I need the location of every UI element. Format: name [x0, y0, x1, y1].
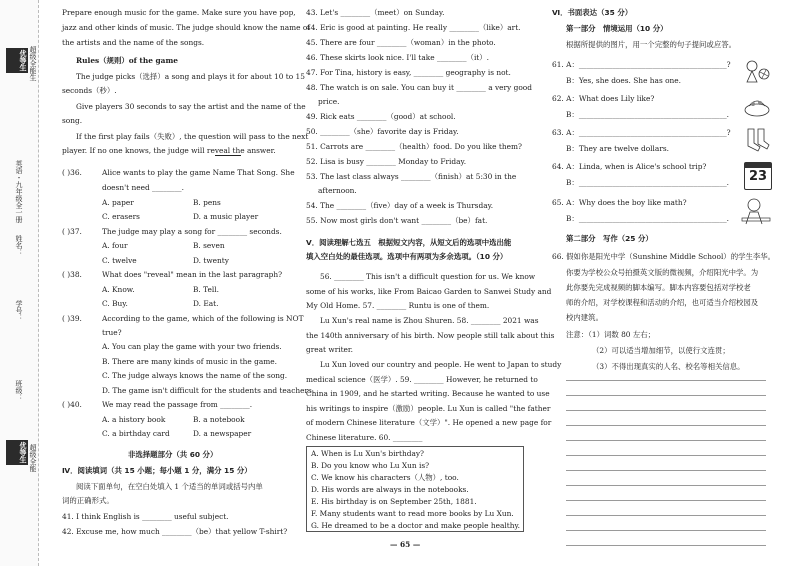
q36-option: C. erasers [102, 212, 140, 221]
brand-logo-bottom: 优等生 [6, 440, 28, 465]
q38-option: C. Buy. [102, 299, 128, 308]
option-item: D. His words are always in the notebooks. [311, 485, 469, 494]
fill-item: 44. Eric is good at painting. He really ________（like）art. [306, 23, 521, 32]
passage-line: Chinese literature. 60. ________ [306, 433, 423, 442]
passage-line: some of his works, like From Baicao Garden to Sanwei Study and [306, 287, 552, 296]
option-item: G. He dreamed to be a doctor and make people healthy. [311, 521, 521, 530]
binding-margin [0, 0, 39, 566]
brand-bottom-side: 超级全能 [29, 444, 37, 472]
q37-option: C. twelve [102, 256, 137, 265]
q36-stem: doesn't need ________. [102, 183, 184, 192]
writing-line[interactable] [566, 380, 766, 381]
passage-line: Lu Xun's real name is Zhou Shuren. 58. ________ 2021 was [320, 316, 539, 325]
q66-prompt: 你要为学校公众号拍摄英文版的微视频，介绍阳光中学。为 [566, 268, 759, 277]
q36-option: B. pens [193, 198, 221, 207]
brand-top-side: 超级全能生 [29, 46, 37, 81]
part2-title: 第二部分 写作（25 分） [566, 234, 653, 243]
fill-item: 50. ________（she）favorite day is Friday. [306, 127, 459, 136]
fill-item: 48. The watch is on sale. You can buy it ________ a very good [306, 83, 532, 92]
q63-a: 63. A：________________________________________? [552, 128, 731, 137]
passage-line: Lu Xun loved our country and people. He went to Japan to study [320, 360, 562, 369]
part1-title: 第一部分 情境运用（10 分） [566, 24, 668, 33]
q39-option: A. You can play the game with your two friends. [102, 342, 282, 351]
q39-stem: true? [102, 328, 122, 337]
option-item: E. His birthday is on September 25th, 1881. [311, 497, 477, 506]
passage-line: great writer. [306, 345, 353, 354]
q36-option: D. a music player [193, 212, 259, 221]
q41: 41. I think English is ________ useful subject. [62, 512, 229, 521]
intro-line: Prepare enough music for the game. Make sure you have pop, [62, 8, 296, 17]
writing-line[interactable] [566, 500, 766, 501]
q66-prompt: 师的介绍，对学校课程和活动的介绍，也可适当介绍校园及 [566, 298, 759, 307]
passage-line: the 140th anniversary of his birth. Now people still talk about this [306, 331, 555, 340]
writing-line[interactable] [566, 530, 766, 531]
writing-line[interactable] [566, 410, 766, 411]
fill-item: 54. The ________（five）day of a week is Thursday. [306, 201, 494, 210]
writing-line[interactable] [566, 485, 766, 486]
part-title: 非选择题部分（共 60 分） [128, 450, 218, 459]
option-item: A. When is Lu Xun's birthday? [311, 449, 424, 458]
rules-title: Rules（规则）of the game [76, 56, 178, 65]
section4-instruction: 词的正确形式。 [62, 496, 114, 505]
fill-item: price. [318, 97, 340, 106]
note-item: （3）不得出现真实的人名、校名等相关信息。 [592, 362, 745, 371]
calendar-date: 23 [748, 169, 768, 184]
q38-option: A. Know. [102, 285, 135, 294]
q40-number: ( )40. [62, 400, 82, 409]
q38-option: D. Eat. [193, 299, 219, 308]
q39-number: ( )39. [62, 314, 82, 323]
q65-a: 65. A：Why does the boy like math? [552, 198, 687, 207]
q39-option: D. The game isn't difficult for the students and teachers. [102, 386, 315, 395]
intro-line: the artists and the name of the songs. [62, 38, 205, 47]
fill-item: 45. There are four ________（woman）in the photo. [306, 38, 496, 47]
q38-number: ( )38. [62, 270, 82, 279]
passage-line: his writings to inspire（激励）people. Lu Xun is called "the father [306, 404, 551, 413]
rules-line: seconds（秒）. [62, 86, 117, 95]
margin-label-name: 姓名： [15, 235, 23, 256]
option-item: C. We know his characters（人物）, too. [311, 473, 459, 482]
q66-prompt: 66. 假如你是阳光中学（Sunshine Middle School）的学生李华。 [552, 252, 776, 261]
rules-line: If the first play fails（失败）, the question will pass to the next [76, 132, 309, 141]
rules-line: song. [62, 116, 83, 125]
note-item: （2）可以适当增加细节，以使行文连贯； [592, 346, 730, 355]
q37-option: D. twenty [193, 256, 229, 265]
writing-line[interactable] [566, 425, 766, 426]
q66-prompt: 此你要先完成视频的脚本编写。脚本内容要包括对学校老 [566, 283, 751, 292]
q42: 42. Excuse me, how much ________（be）that yellow T-shirt? [62, 527, 288, 536]
passage-line: My Old Home. 57. ________ Runtu is one of them. [306, 301, 490, 310]
q37-number: ( )37. [62, 227, 82, 236]
intro-line: jazz and other kinds of music. The judge should know the name of [62, 23, 311, 32]
writing-line[interactable] [566, 455, 766, 456]
writing-line[interactable] [566, 515, 766, 516]
section6-title: Ⅵ．书面表达（35 分） [552, 8, 633, 17]
notes-title: 注意：（1）词数 80 左右； [566, 330, 656, 339]
writing-line[interactable] [566, 545, 766, 546]
q61-b: B：Yes, she does. She has one. [566, 76, 682, 85]
part1-instruction: 根据所提供的图片，用一个完整的句子提问或应答。 [566, 40, 736, 49]
option-item: B. Do you know who Lu Xun is? [311, 461, 430, 470]
writing-line[interactable] [566, 440, 766, 441]
margin-label-number: 学号： [15, 300, 23, 321]
q36-option: A. paper [102, 198, 134, 207]
boy-studying-illustration [740, 196, 772, 226]
calendar-icon [744, 162, 772, 190]
fill-item: 47. For Tina, history is easy, ________ geography is not. [306, 68, 511, 77]
margin-label-class: 班级： [15, 380, 23, 401]
writing-line[interactable] [566, 470, 766, 471]
q36-stem: Alice wants to play the game Name That Song. She [102, 168, 295, 177]
fill-item: 46. These skirts look nice. I'll take ________（it）. [306, 53, 490, 62]
q37-option: A. four [102, 241, 128, 250]
q40-stem: We may read the passage from ________. [102, 400, 253, 409]
q38-option: B. Tell. [193, 285, 219, 294]
q39-stem: According to the game, which of the following is NOT [102, 314, 304, 323]
section5-title: 填入空白处的最佳选项。选项中有两项为多余选项。（10 分） [306, 252, 508, 261]
passage-line: of modern Chinese literature（文学）". He opened a new page for [306, 418, 552, 427]
margin-label-subject: 英语・九年级全一册 [15, 160, 23, 223]
q62-a: 62. A：What does Lily like? [552, 94, 655, 103]
section4-title: Ⅳ．阅读填词（共 15 小题；每小题 1 分，满分 15 分） [62, 466, 252, 475]
passage-line: China in 1909, and he started writing. Because he wanted to use [306, 389, 550, 398]
page-number: — 65 — [390, 540, 421, 549]
fill-item: 43. Let's ________（meet）on Sunday. [306, 8, 445, 17]
girl-with-item-illustration [742, 58, 772, 84]
fill-item: 53. The last class always ________（finish）at 5:30 in the [306, 172, 517, 181]
q40-option: D. a newspaper [193, 429, 252, 438]
socks-illustration [742, 126, 772, 154]
rules-line: The judge picks（选择）a song and plays it for about 10 to 15 [76, 72, 305, 81]
fill-item: 55. Now most girls don't want ________（be）fat. [306, 216, 488, 225]
passage-line: medical science（医学）. 59. ________ However, he returned to [306, 375, 538, 384]
q40-option: B. a notebook [193, 415, 245, 424]
food-illustration [742, 92, 772, 120]
q62-b: B：________________________________________. [566, 110, 729, 119]
writing-line[interactable] [566, 395, 766, 396]
rules-line: player. If no one knows, the judge will reveal the answer. [62, 146, 276, 155]
q65-b: B：________________________________________. [566, 214, 729, 223]
fill-item: 51. Carrots are ________（health）food. Do you like them? [306, 142, 522, 151]
section5-title: Ⅴ．阅读理解七选五 根据短文内容，从短文后的选项中选出能 [306, 238, 512, 247]
section4-instruction: 阅读下面单句，在空白处填入 1 个适当的单词或括号内单 [76, 482, 263, 491]
q40-option: A. a history book [102, 415, 166, 424]
q36-number: ( )36. [62, 168, 82, 177]
q63-b: B：They are twelve dollars. [566, 144, 669, 153]
q66-prompt: 校内建筑。 [566, 313, 603, 322]
q37-option: B. seven [193, 241, 225, 250]
reveal-underline [215, 155, 241, 156]
passage-line: 56. ________ This isn't a difficult question for us. We know [320, 272, 536, 281]
q37-stem: The judge may play a song for ________ seconds. [102, 227, 282, 236]
q38-stem: What does "reveal" mean in the last paragraph? [102, 270, 283, 279]
fill-item: 52. Lisa is busy ________ Monday to Friday. [306, 157, 467, 166]
q64-a: 64. A：Linda, when is Alice's school trip? [552, 162, 707, 171]
fill-item: 49. Rick eats ________（good）at school. [306, 112, 456, 121]
fill-item: afternoon. [318, 186, 357, 195]
q64-b: B：________________________________________. [566, 178, 729, 187]
q61-a: 61. A：________________________________________? [552, 60, 731, 69]
rules-line: Give players 30 seconds to say the artist and the name of the [76, 102, 306, 111]
q40-option: C. a birthday card [102, 429, 170, 438]
option-item: F. Many students want to read more books by Lu Xun. [311, 509, 514, 518]
q39-option: C. The judge always knows the name of the song. [102, 371, 288, 380]
q39-option: B. There are many kinds of music in the game. [102, 357, 278, 366]
brand-logo-top: 优等生 [6, 48, 28, 73]
